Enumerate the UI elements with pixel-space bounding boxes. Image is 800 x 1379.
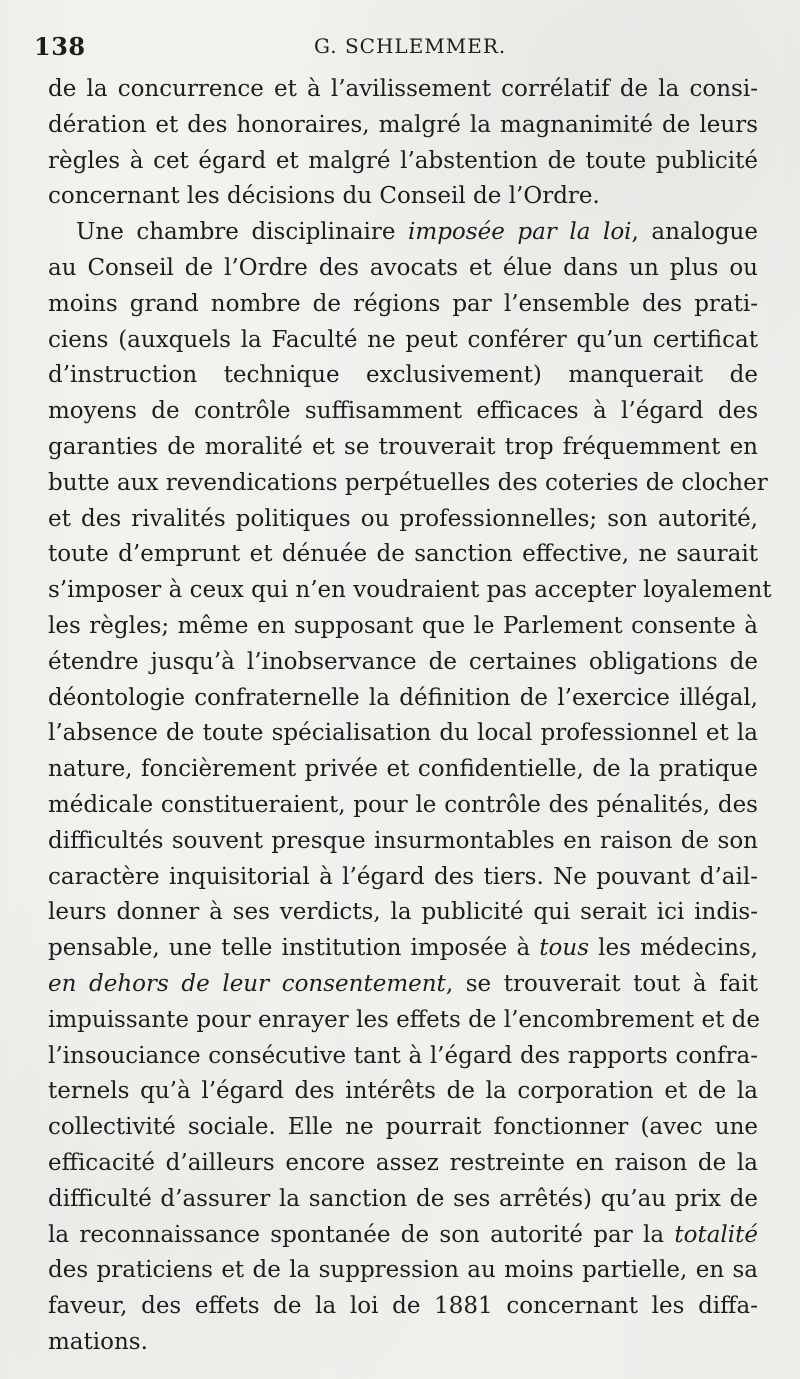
text-segment: Une chambre disciplinaire	[76, 219, 409, 246]
text-segment: moins grand nombre de régions par l’ensemble des prati-	[48, 290, 758, 317]
text-line	[48, 895, 758, 931]
text-segment: s’imposer à ceux qui n’en voudraient pas accepter loyalement	[48, 577, 772, 604]
text-segment: des praticiens et de la suppression au moins partielle, en sa	[48, 1257, 758, 1284]
text-line	[48, 573, 772, 609]
body-text	[48, 72, 772, 1361]
text-line	[48, 681, 758, 717]
text-line	[48, 1289, 758, 1325]
text-segment: faveur, des effets de la loi de 1881 concernant les diffa-	[48, 1293, 758, 1320]
text-line	[48, 1182, 758, 1218]
text-segment: difficultés souvent presque insurmontables en raison de son	[48, 827, 758, 854]
text-segment: au Conseil de l’Ordre des avocats et élue dans un plus ou	[48, 254, 758, 281]
text-segment: garanties de moralité et se trouverait trop fréquemment en	[48, 433, 758, 460]
text-line	[48, 394, 758, 430]
text-segment: leurs donner à ses verdicts, la publicité qui serait ici indis-	[48, 899, 758, 926]
text-line	[48, 1146, 758, 1182]
italic-text-segment: en dehors de leur consentement	[48, 970, 446, 997]
text-line	[48, 287, 758, 323]
text-segment: collectivité sociale. Elle ne pourrait fonctionner (avec une	[48, 1114, 758, 1141]
text-segment: l’insouciance consécutive tant à l’égard des rapports confra-	[48, 1042, 758, 1069]
text-line	[48, 537, 758, 573]
text-line	[48, 502, 758, 538]
text-line	[48, 645, 758, 681]
text-segment: , analogue	[631, 219, 758, 246]
text-line	[48, 466, 768, 502]
text-segment: , se trouverait tout à fait	[445, 970, 758, 997]
text-line	[48, 144, 758, 180]
text-segment: et des rivalités politiques ou professionnelles; son autorité,	[48, 505, 758, 532]
text-segment: médicale constitueraient, pour le contrôle des pénalités, des	[48, 791, 758, 818]
text-line	[48, 824, 758, 860]
text-segment: l’absence de toute spécialisation du local professionnel et la	[48, 720, 758, 747]
text-segment: de la concurrence et à l’avilissement corrélatif de la consi-	[48, 76, 758, 102]
text-segment: règles à cet égard et malgré l’abstention de toute publicité	[48, 147, 758, 174]
text-segment: les médecins,	[589, 935, 758, 962]
italic-text-segment: tous	[539, 935, 590, 962]
text-line	[48, 215, 758, 251]
text-line	[48, 1325, 758, 1361]
text-line	[48, 967, 758, 1003]
text-line	[48, 323, 758, 359]
text-line	[48, 1110, 758, 1146]
text-segment: efficacité d’ailleurs encore assez restreinte en raison de la	[48, 1149, 758, 1176]
text-line	[48, 358, 758, 394]
text-line	[48, 251, 758, 287]
text-segment: déontologie confraternelle la définition de l’exercice illégal,	[48, 684, 758, 711]
text-line	[48, 1074, 758, 1110]
text-segment: étendre jusqu’à l’inobservance de certaines obligations de	[48, 648, 758, 675]
text-line	[48, 1253, 758, 1289]
text-line	[48, 1003, 758, 1039]
page-number: 138	[34, 32, 86, 61]
text-line	[48, 609, 758, 645]
text-segment: mations.	[48, 1328, 148, 1355]
text-segment: moyens de contrôle suffisamment efficaces à l’égard des	[48, 398, 758, 425]
text-segment: toute d’emprunt et dénuée de sanction effective, ne saurait	[48, 541, 758, 568]
page-header	[34, 32, 764, 64]
text-line	[48, 752, 758, 788]
text-line	[48, 716, 758, 752]
text-segment: d’instruction technique exclusivement) manquerait de	[48, 362, 758, 389]
italic-text-segment: imposée par la loi	[408, 219, 632, 246]
text-segment: ternels qu’à l’égard des intérêts de la corporation et de la	[48, 1078, 758, 1105]
text-segment: la reconnaissance spontanée de son autorité par la	[48, 1221, 675, 1248]
text-line	[48, 1218, 758, 1254]
text-segment: caractère inquisitorial à l’égard des tiers. Ne pouvant d’ail-	[48, 863, 758, 890]
text-line	[48, 1039, 758, 1075]
text-line	[48, 931, 758, 967]
text-segment: butte aux revendications perpétuelles des coteries de clocher	[48, 469, 768, 496]
text-segment: pensable, une telle institution imposée à	[48, 935, 540, 962]
text-line	[48, 860, 758, 896]
text-line	[48, 179, 758, 215]
text-line	[48, 72, 758, 108]
text-segment: difficulté d’assurer la sanction de ses arrêtés) qu’au prix de	[48, 1185, 758, 1212]
text-segment: nature, foncièrement privée et confidentielle, de la pratique	[48, 756, 758, 783]
text-segment: dération et des honoraires, malgré la magnanimité de leurs	[48, 111, 758, 138]
text-line	[48, 430, 758, 466]
text-segment: ciens (auxquels la Faculté ne peut conférer qu’un certificat	[48, 326, 758, 353]
text-segment: les règles; même en supposant que le Parlement consente à	[48, 612, 758, 639]
text-segment: impuissante pour enrayer les effets de l’encombrement et de	[48, 1006, 760, 1033]
text-segment: concernant les décisions du Conseil de l’Ordre.	[48, 183, 600, 210]
italic-text-segment: totalité	[674, 1221, 758, 1248]
running-head-author: G. SCHLEMMER.	[314, 34, 507, 58]
text-line	[48, 788, 758, 824]
text-line	[48, 108, 758, 144]
